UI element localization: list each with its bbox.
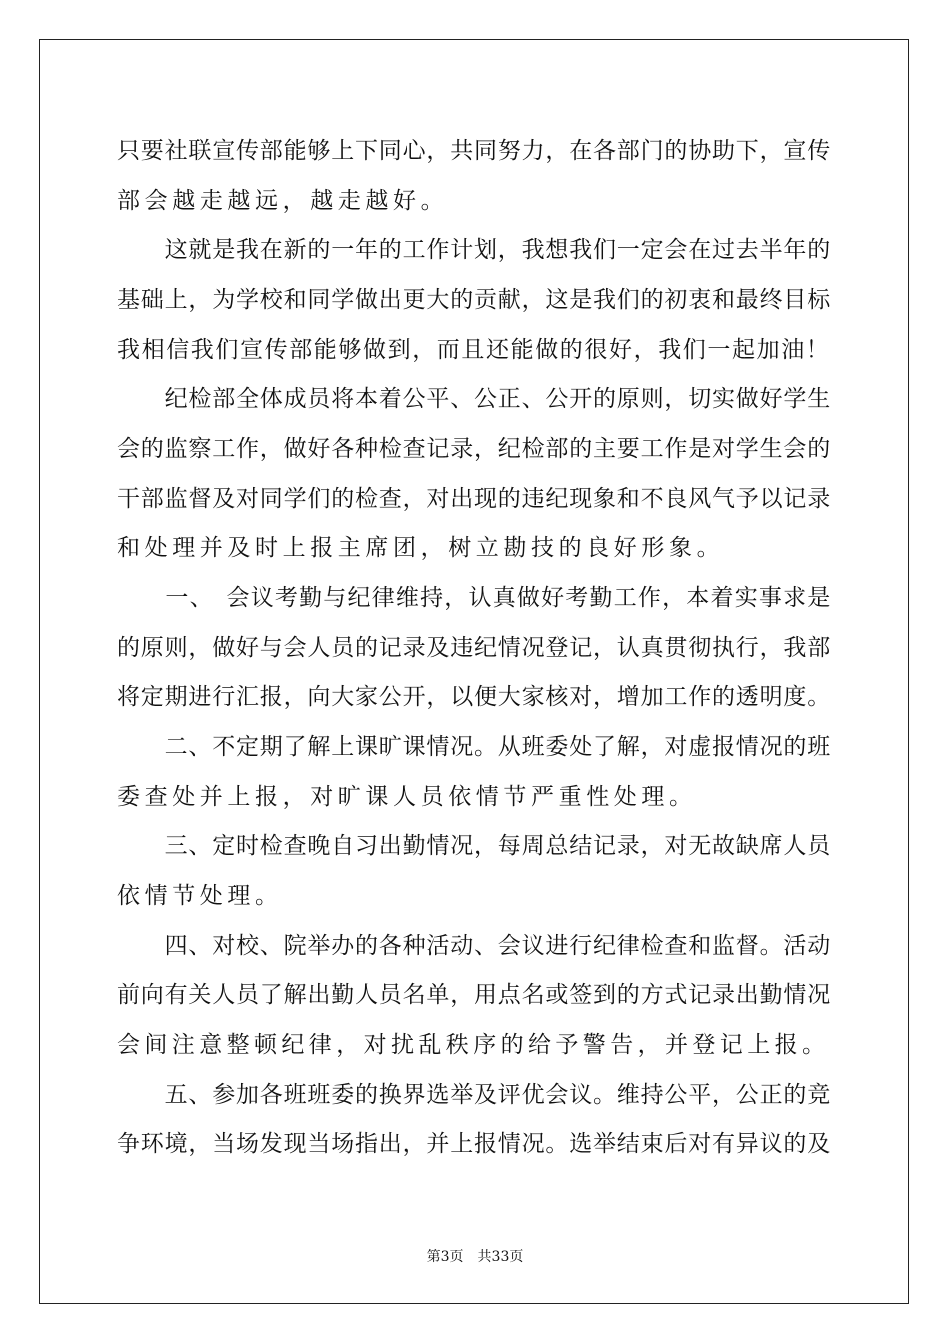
text-line: 一、 会议考勤与纪律维持，认真做好考勤工作，本着实事求是 [117,585,832,611]
text-line: 只要社联宣传部能够上下同心，共同努力，在各部门的协助下，宣传 [117,138,831,164]
page-footer [0,1248,950,1266]
text-line: 和处理并及时上报主席团，树立勘技的良好形象。 [117,535,725,561]
page-total: 共33页 [477,1249,524,1265]
text-line: 基础上，为学校和同学做出更大的贡献，这是我们的初衷和最终目标 [117,287,831,313]
page-border [39,39,909,1304]
text-line: 会间注意整顿纪律，对扰乱秩序的给予警告，并登记上报。 [117,1032,830,1058]
text-line: 干部监督及对同学们的检查，对出现的违纪现象和不良风气予以记录 [117,486,831,512]
text-line: 的原则，做好与会人员的记录及违纪情况登记，认真贯彻执行，我部 [117,635,831,661]
text-line: 争环境，当场发现当场指出，并上报情况。选举结束后对有异议的及 [117,1131,831,1157]
text-line: 三、定时检查晚自习出勤情况，每周总结记录，对无故缺席人员 [117,833,831,859]
text-line: 依情节处理。 [117,883,283,909]
text-line: 我相信我们宣传部能够做到，而且还能做的很好，我们一起加油！ [117,337,831,363]
text-line: 委查处并上报，对旷课人员依情节严重性处理。 [117,784,697,810]
text-line: 二、不定期了解上课旷课情况。从班委处了解，对虚报情况的班 [117,734,831,760]
text-line: 会的监察工作，做好各种检查记录，纪检部的主要工作是对学生会的 [117,436,831,462]
text-line: 五、参加各班班委的换界选举及评优会议。维持公平，公正的竞 [117,1082,831,1108]
text-line: 纪检部全体成员将本着公平、公正、公开的原则，切实做好学生 [117,386,831,412]
text-line: 四、对校、院举办的各种活动、会议进行纪律检查和监督。活动 [117,933,831,959]
text-line: 这就是我在新的一年的工作计划，我想我们一定会在过去半年的 [117,237,831,263]
text-line: 前向有关人员了解出勤人员名单，用点名或签到的方式记录出勤情况 [117,982,831,1008]
text-line: 部会越走越远，越走越好。 [117,188,449,214]
page-number: 第3页 [426,1249,464,1265]
text-line: 将定期进行汇报，向大家公开，以便大家核对，增加工作的透明度。 [117,684,831,710]
